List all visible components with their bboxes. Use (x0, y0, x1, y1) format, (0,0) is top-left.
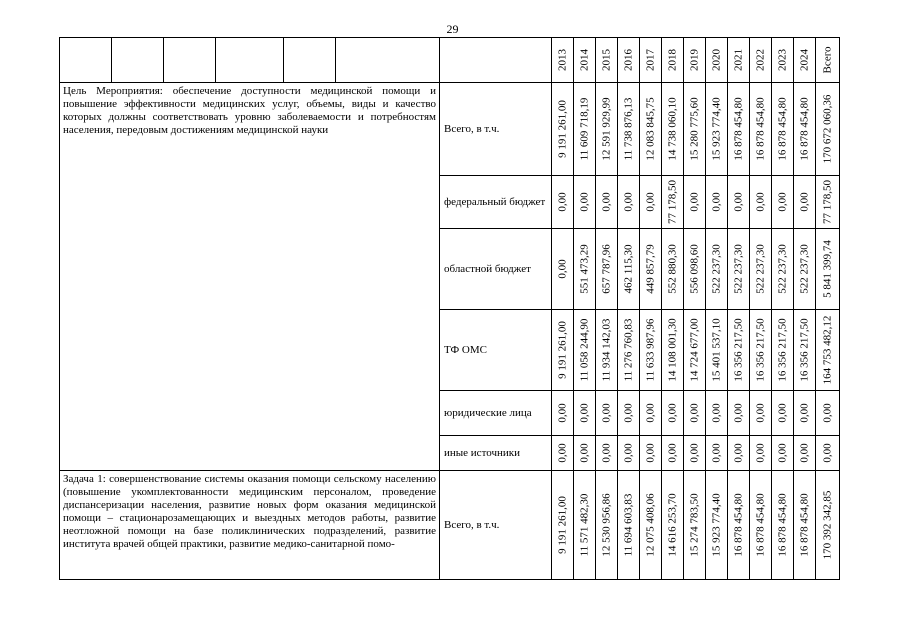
value-cell (618, 310, 640, 391)
value-cell (618, 471, 640, 580)
value-cell (728, 471, 750, 580)
year-header-2022 (750, 38, 772, 83)
value-cell (816, 229, 840, 310)
value-cell (728, 391, 750, 436)
value-cell (816, 83, 840, 176)
value-cell-text: 11 633 987,96 (644, 318, 656, 382)
value-cell-text: 77 178,50 (821, 180, 833, 224)
task-cell (60, 471, 440, 580)
value-cell-text: 0,00 (622, 403, 634, 423)
value-cell-text: 5 841 399,74 (821, 240, 833, 298)
value-cell (662, 176, 684, 229)
value-cell (816, 436, 840, 471)
value-cell-text: 0,00 (732, 192, 744, 212)
year-header-2013-text: 2013 (556, 49, 568, 71)
value-cell-text: 552 880,30 (666, 244, 678, 294)
goal-cell (60, 83, 440, 471)
value-cell-text: 16 878 454,80 (732, 97, 744, 161)
value-cell (794, 229, 816, 310)
value-cell (684, 391, 706, 436)
value-cell-text: 0,00 (710, 192, 722, 212)
value-cell-text: 522 237,30 (776, 244, 788, 294)
value-cell-text: 551 473,29 (578, 244, 590, 294)
value-cell-text: 11 934 142,03 (600, 318, 612, 382)
year-header-2020-text: 2020 (710, 49, 722, 71)
value-cell (640, 310, 662, 391)
value-cell-text: 522 237,30 (798, 244, 810, 294)
value-cell-text: 522 237,30 (754, 244, 766, 294)
value-cell (618, 436, 640, 471)
value-cell-text: 15 401 537,10 (710, 318, 722, 382)
value-cell (750, 310, 772, 391)
value-cell-text: 14 724 677,00 (688, 318, 700, 382)
value-cell (552, 229, 574, 310)
year-header-2021 (728, 38, 750, 83)
value-cell-text: 0,00 (798, 192, 810, 212)
value-cell-text: 11 058 244,90 (578, 318, 590, 382)
value-cell (750, 436, 772, 471)
value-cell-text: 0,00 (798, 403, 810, 423)
funding-source-label: Всего, в т.ч. (440, 83, 552, 176)
value-cell (640, 436, 662, 471)
value-cell (706, 436, 728, 471)
year-header-Всего (816, 38, 840, 83)
year-header-2016-text: 2016 (622, 49, 634, 71)
value-cell (816, 310, 840, 391)
value-cell-text: 77 178,50 (666, 180, 678, 224)
value-cell-text: 0,00 (710, 443, 722, 463)
value-cell-text: 0,00 (622, 443, 634, 463)
value-cell (574, 176, 596, 229)
value-cell-text: 16 878 454,80 (754, 97, 766, 161)
year-header-2017 (640, 38, 662, 83)
value-cell (574, 391, 596, 436)
value-cell-text: 12 591 929,99 (600, 97, 612, 161)
funding-source-label: федеральный бюджет (440, 176, 552, 229)
header-empty-cell (440, 38, 552, 83)
value-cell-text: 0,00 (732, 443, 744, 463)
value-cell (552, 391, 574, 436)
value-cell (596, 436, 618, 471)
value-cell-text: 16 878 454,80 (798, 97, 810, 161)
budget-table (59, 37, 840, 580)
header-empty-cell (216, 38, 284, 83)
value-cell (684, 83, 706, 176)
value-cell-text: 11 738 876,13 (622, 97, 634, 161)
year-header-2013 (552, 38, 574, 83)
value-cell (772, 310, 794, 391)
value-cell-text: 0,00 (600, 403, 612, 423)
value-cell-text: 15 923 774,40 (710, 493, 722, 557)
value-cell (794, 471, 816, 580)
value-cell (596, 391, 618, 436)
value-cell (618, 229, 640, 310)
value-cell-text: 15 923 774,40 (710, 97, 722, 161)
value-cell-text: 0,00 (710, 403, 722, 423)
value-cell (552, 310, 574, 391)
value-cell-text: 0,00 (600, 443, 612, 463)
value-cell-text: 657 787,96 (600, 244, 612, 294)
funding-source-label: юридические лица (440, 391, 552, 436)
year-header-2021-text: 2021 (732, 49, 744, 71)
value-cell (574, 83, 596, 176)
year-header-2024-text: 2024 (798, 49, 810, 71)
value-cell-text: 14 616 253,70 (666, 493, 678, 557)
value-cell (552, 83, 574, 176)
value-cell (684, 471, 706, 580)
value-cell-text: 0,00 (776, 443, 788, 463)
value-cell-text: 0,00 (688, 403, 700, 423)
value-cell (618, 83, 640, 176)
value-cell-text: 0,00 (556, 403, 568, 423)
year-header-2017-text: 2017 (644, 49, 656, 71)
value-cell (684, 176, 706, 229)
value-cell (640, 229, 662, 310)
value-cell-text: 15 274 783,50 (688, 493, 700, 557)
value-cell (728, 176, 750, 229)
year-header-Всего-text: Всего (821, 46, 833, 74)
value-cell (552, 471, 574, 580)
value-cell (596, 83, 618, 176)
value-cell (574, 310, 596, 391)
value-cell-text: 0,00 (821, 403, 833, 423)
value-cell (816, 391, 840, 436)
value-cell-text: 0,00 (688, 443, 700, 463)
value-cell (552, 176, 574, 229)
value-cell-text: 14 738 060,10 (666, 97, 678, 161)
value-cell-text: 0,00 (578, 443, 590, 463)
task-text: Задача 1: совершенствование системы оказания помощи сельскому населению (повышение укомплектованности медицинским персоналом, проведение диспансеризации населения, развитие новых форм оказания медицинской помощи – стационарозамещающих и выездных методов работы, развитие неотложной помощи на базе поликлинических подразделений, развитие института врачей общей практики, развитие медико-санитарной помо- (63, 473, 436, 550)
value-cell (772, 391, 794, 436)
header-empty-cell (60, 38, 112, 83)
value-cell-text: 170 672 060,36 (821, 94, 833, 164)
value-cell (772, 83, 794, 176)
value-cell-text: 0,00 (556, 259, 568, 279)
value-cell-text: 0,00 (666, 443, 678, 463)
year-header-2015-text: 2015 (600, 49, 612, 71)
year-header-2014-text: 2014 (578, 49, 590, 71)
header-row (60, 38, 840, 83)
value-cell (750, 229, 772, 310)
value-cell-text: 170 392 342,85 (821, 490, 833, 560)
value-cell-text: 0,00 (776, 192, 788, 212)
header-empty-cell (164, 38, 216, 83)
year-header-2022-text: 2022 (754, 49, 766, 71)
value-cell (794, 310, 816, 391)
value-cell-text: 0,00 (644, 443, 656, 463)
year-header-2020 (706, 38, 728, 83)
value-cell-text: 16 356 217,50 (754, 318, 766, 382)
value-cell-text: 16 878 454,80 (776, 97, 788, 161)
value-cell-text: 0,00 (754, 403, 766, 423)
value-cell (684, 310, 706, 391)
value-cell (596, 471, 618, 580)
header-empty-cell (284, 38, 336, 83)
funding-source-label: областной бюджет (440, 229, 552, 310)
goal-text: Цель Мероприятия: обеспечение доступности медицинской помощи и повышение эффективности медицинских услуг, объемы, виды и качество которых должны соответствовать уровню заболеваемости и потребностям населения, передовым достижениям медицинской науки (63, 85, 436, 136)
value-cell (816, 471, 840, 580)
year-header-2023 (772, 38, 794, 83)
value-cell (640, 471, 662, 580)
funding-source-label: Всего, в т.ч. (440, 471, 552, 580)
year-header-2019-text: 2019 (688, 49, 700, 71)
value-cell (596, 310, 618, 391)
value-cell (662, 310, 684, 391)
value-cell-text: 0,00 (644, 403, 656, 423)
value-cell (750, 391, 772, 436)
value-cell-text: 12 530 956,86 (600, 493, 612, 557)
value-cell-text: 12 075 408,06 (644, 493, 656, 557)
value-cell-text: 12 083 845,75 (644, 97, 656, 161)
year-header-2024 (794, 38, 816, 83)
value-cell (750, 176, 772, 229)
value-cell (706, 471, 728, 580)
funding-source-label: ТФ ОМС (440, 310, 552, 391)
value-cell (772, 229, 794, 310)
value-cell (684, 436, 706, 471)
value-cell-text: 11 609 718,19 (578, 97, 590, 161)
value-cell-text: 0,00 (754, 192, 766, 212)
value-cell-text: 11 276 760,83 (622, 318, 634, 382)
value-cell (640, 391, 662, 436)
value-cell-text: 16 878 454,80 (776, 493, 788, 557)
value-cell (728, 310, 750, 391)
value-cell-text: 16 878 454,80 (798, 493, 810, 557)
value-cell (662, 391, 684, 436)
value-cell (706, 176, 728, 229)
value-cell (574, 436, 596, 471)
value-cell-text: 14 108 001,30 (666, 318, 678, 382)
value-cell (794, 83, 816, 176)
value-cell-text: 0,00 (556, 443, 568, 463)
value-cell (552, 436, 574, 471)
value-cell-text: 16 878 454,80 (754, 493, 766, 557)
year-header-2014 (574, 38, 596, 83)
value-cell (772, 176, 794, 229)
page-number: 29 (446, 22, 459, 36)
value-cell (728, 229, 750, 310)
value-cell (750, 471, 772, 580)
value-cell-text: 16 878 454,80 (732, 493, 744, 557)
value-cell-text: 0,00 (821, 443, 833, 463)
table-row (60, 83, 840, 176)
value-cell-text: 556 098,60 (688, 244, 700, 294)
year-header-2019 (684, 38, 706, 83)
value-cell-text: 0,00 (666, 403, 678, 423)
year-header-2023-text: 2023 (776, 49, 788, 71)
value-cell (772, 471, 794, 580)
value-cell-text: 0,00 (578, 403, 590, 423)
value-cell-text: 0,00 (732, 403, 744, 423)
header-empty-cell (112, 38, 164, 83)
value-cell (728, 436, 750, 471)
value-cell (574, 229, 596, 310)
value-cell (706, 391, 728, 436)
value-cell-text: 9 191 261,00 (556, 496, 568, 554)
value-cell (728, 83, 750, 176)
value-cell (640, 83, 662, 176)
value-cell-text: 0,00 (622, 192, 634, 212)
year-header-2018-text: 2018 (666, 49, 678, 71)
year-header-2016 (618, 38, 640, 83)
value-cell (618, 176, 640, 229)
value-cell (662, 229, 684, 310)
value-cell-text: 164 753 482,12 (821, 315, 833, 385)
value-cell-text: 0,00 (556, 192, 568, 212)
value-cell-text: 16 356 217,50 (776, 318, 788, 382)
value-cell (662, 436, 684, 471)
value-cell-text: 0,00 (776, 403, 788, 423)
table-row (60, 471, 840, 580)
value-cell-text: 0,00 (688, 192, 700, 212)
value-cell (706, 310, 728, 391)
value-cell (750, 83, 772, 176)
value-cell (794, 391, 816, 436)
value-cell-text: 0,00 (798, 443, 810, 463)
value-cell-text: 0,00 (754, 443, 766, 463)
value-cell (662, 471, 684, 580)
value-cell-text: 15 280 775,60 (688, 97, 700, 161)
value-cell-text: 0,00 (600, 192, 612, 212)
value-cell (640, 176, 662, 229)
value-cell (794, 176, 816, 229)
year-header-2015 (596, 38, 618, 83)
year-header-2018 (662, 38, 684, 83)
value-cell-text: 16 356 217,50 (798, 318, 810, 382)
value-cell (596, 229, 618, 310)
value-cell-text: 11 694 603,83 (622, 493, 634, 557)
value-cell-text: 0,00 (578, 192, 590, 212)
header-empty-cell (336, 38, 440, 83)
value-cell (574, 471, 596, 580)
value-cell-text: 449 857,79 (644, 244, 656, 294)
value-cell (684, 229, 706, 310)
value-cell (706, 83, 728, 176)
value-cell (618, 391, 640, 436)
value-cell-text: 9 191 261,00 (556, 321, 568, 379)
value-cell-text: 0,00 (644, 192, 656, 212)
value-cell-text: 522 237,30 (732, 244, 744, 294)
value-cell-text: 11 571 482,30 (578, 493, 590, 557)
value-cell-text: 522 237,30 (710, 244, 722, 294)
value-cell-text: 16 356 217,50 (732, 318, 744, 382)
value-cell (794, 436, 816, 471)
value-cell (662, 83, 684, 176)
value-cell (816, 176, 840, 229)
value-cell-text: 9 191 261,00 (556, 100, 568, 158)
value-cell-text: 462 115,30 (622, 244, 634, 294)
value-cell (706, 229, 728, 310)
value-cell (596, 176, 618, 229)
value-cell (772, 436, 794, 471)
funding-source-label: иные источники (440, 436, 552, 471)
